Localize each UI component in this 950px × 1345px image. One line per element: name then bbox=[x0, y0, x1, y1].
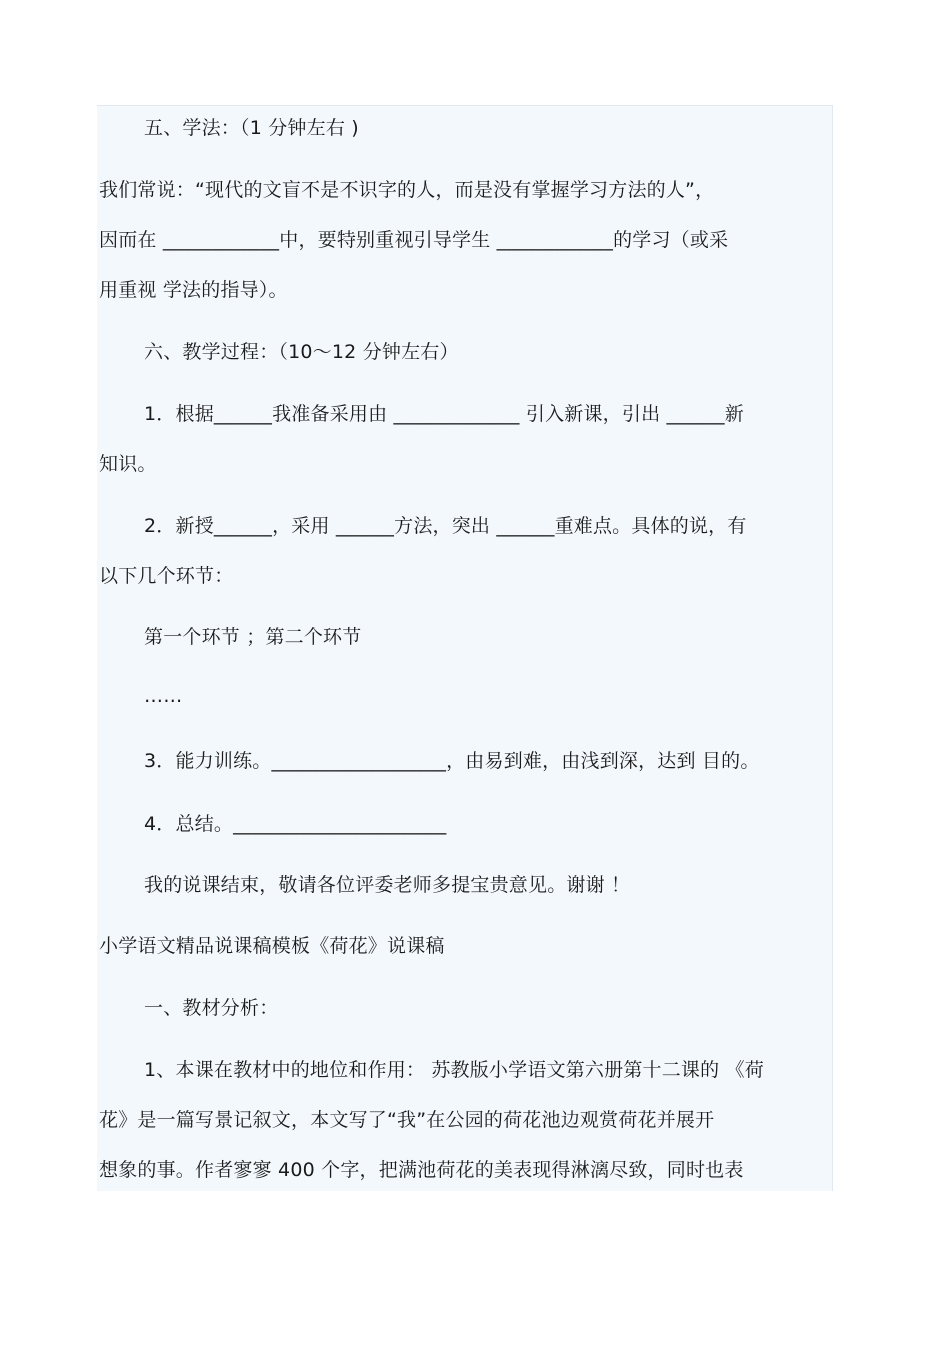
section-heading-teaching-process: 六、教学过程：（10～12 分钟左右） bbox=[144, 341, 459, 363]
paragraph-line: 1、本课在教材中的地位和作用： 苏教版小学语文第六册第十二课的 《荷 bbox=[144, 1059, 764, 1081]
paragraph-line: 花》是一篇写景记叙文，本文写了“我”在公园的荷花池边观赏荷花并展开 bbox=[99, 1109, 715, 1131]
paragraph-line: 因而在 ____________中，要特别重视引导学生 ____________的学习（或采 bbox=[99, 229, 729, 251]
ellipsis-line: …… bbox=[144, 685, 183, 707]
section-heading-textbook-analysis: 一、教材分析： bbox=[144, 997, 279, 1019]
paragraph-line: 想象的事。作者寥寥 400 个字，把满池荷花的美表现得淋漓尽致，同时也表 bbox=[99, 1159, 744, 1181]
paragraph-line: 我们常说：“现代的文盲不是不识字的人，而是没有掌握学习方法的人”， bbox=[99, 179, 715, 201]
section-heading-study-method: 五、学法：（1 分钟左右 ) bbox=[144, 117, 359, 139]
document-page bbox=[97, 105, 833, 1191]
document-title: 小学语文精品说课稿模板《荷花》说课稿 bbox=[99, 935, 445, 957]
paragraph-line: 3．能力训练。__________________，由易到难，由浅到深，达到 目的。 bbox=[144, 750, 760, 772]
paragraph-line: 以下几个环节： bbox=[99, 565, 234, 587]
paragraph-line: 用重视 学法的指导）。 bbox=[99, 279, 288, 301]
paragraph-line: 第一个环节 ；第二个环节 bbox=[144, 626, 362, 648]
paragraph-line: 1．根据______我准备采用由 _____________ 引入新课，引出 ______新 bbox=[144, 403, 744, 425]
paragraph-line: 4．总结。______________________ bbox=[144, 813, 447, 835]
paragraph-line: 2．新授______，采用 ______方法，突出 ______重难点。具体的说，有 bbox=[144, 515, 747, 537]
paragraph-line: 知识。 bbox=[99, 453, 157, 475]
closing-line: 我的说课结束，敬请各位评委老师多提宝贵意见。谢谢 ！ bbox=[144, 874, 631, 896]
